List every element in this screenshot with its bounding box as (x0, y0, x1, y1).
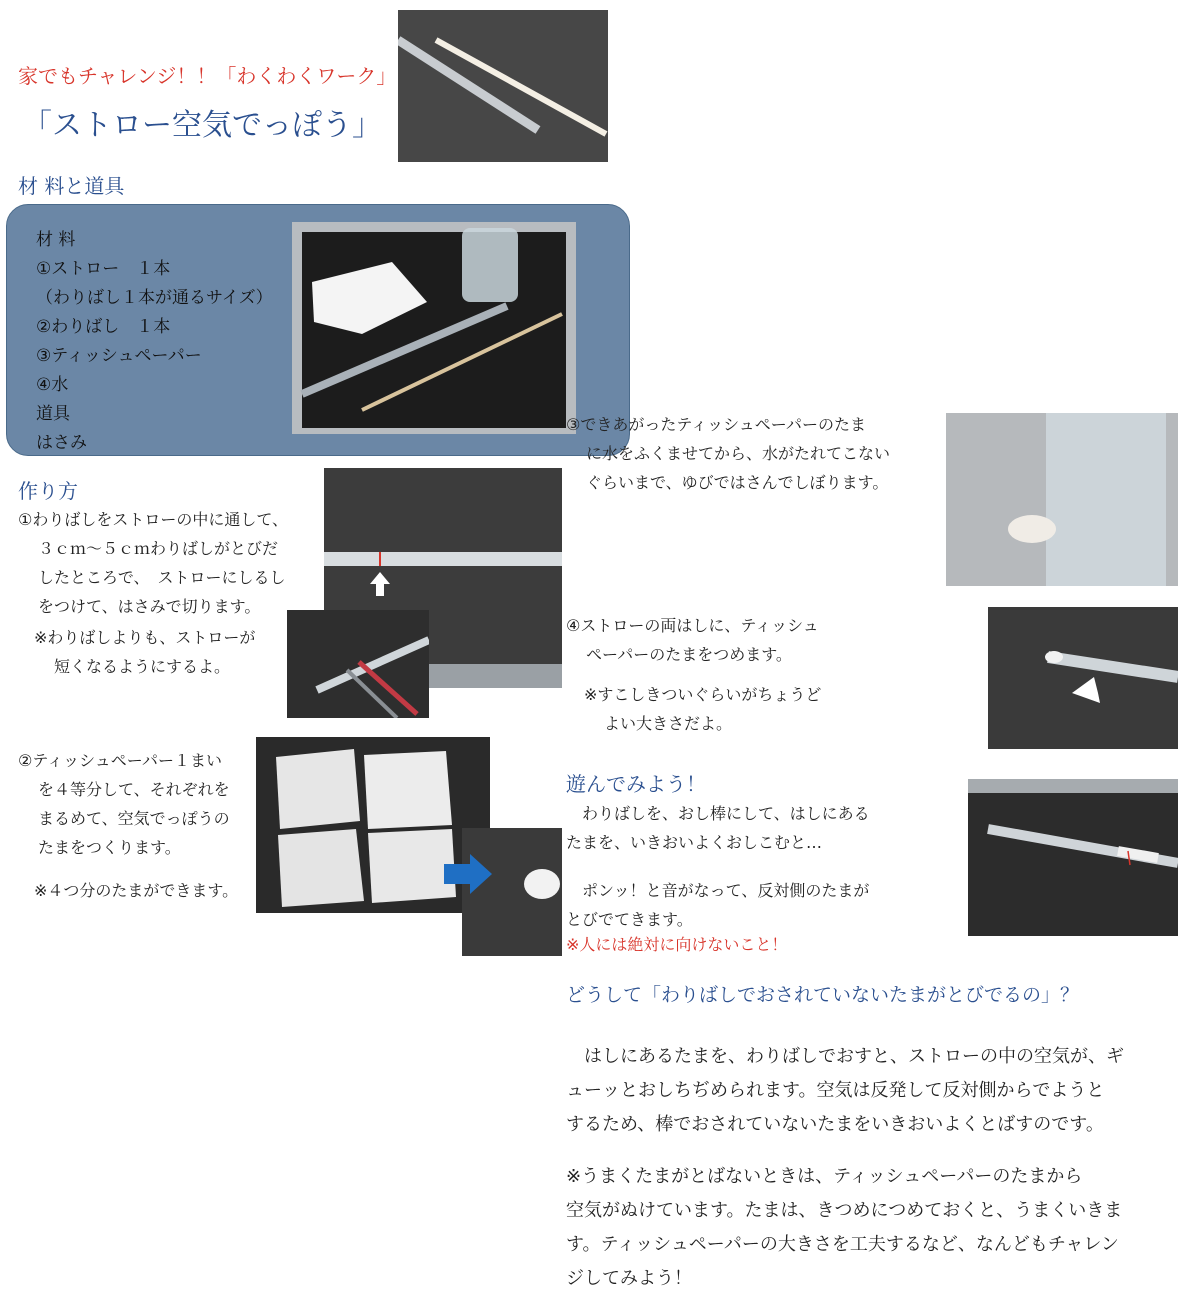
step2-line: まるめて、空気でっぽうの (38, 809, 230, 828)
why-tip-line: ※うまくたまがとばないときは、ティッシュペーパーのたまから (566, 1166, 1083, 1187)
play-heading: 遊んでみよう！ (566, 772, 706, 796)
why-explanation (566, 1040, 1124, 1142)
play-line: わりばしを、おし棒にして、はしにある (566, 804, 870, 823)
why-tip-line: す。ティッシュペーパーの大きさを工夫するなど、なんどもチャレン (566, 1234, 1119, 1255)
step1-note-line: ※わりばしよりも、ストローが (34, 628, 256, 647)
why-tip (566, 1160, 1122, 1296)
step2-line: を４等分して、それぞれを (38, 780, 230, 799)
step4-photo (988, 607, 1178, 749)
materials-label: 材 料 (36, 230, 76, 250)
step1-text (18, 505, 288, 621)
step4-note-line: ※すこしきついぐらいがちょうど (584, 685, 822, 704)
materials-heading: 材 料と道具 (18, 174, 125, 198)
step1-line: ３ｃｍ～５ｃｍわりばしがとびだ (38, 539, 279, 558)
step1-photo-cut (287, 610, 429, 718)
tools-label: 道具 (36, 404, 70, 424)
step3-line: に水をふくませてから、水がたれてこない (586, 444, 891, 463)
play-line: とびでてきます。 (566, 910, 693, 929)
why-tip-line: ジしてみよう！ (566, 1268, 692, 1289)
material-item: ④水 (36, 375, 69, 395)
step2-note: ※４つ分のたまができます。 (34, 881, 239, 900)
howto-heading: 作り方 (18, 479, 78, 503)
play-line: たまを、いきおいよくおしこむと… (566, 833, 823, 852)
play-photo (968, 779, 1178, 936)
step1-note-line: 短くなるようにするよ。 (54, 657, 231, 676)
play-text-1 (566, 799, 870, 857)
play-line: ポンッ！と音がなって、反対側のたまが (566, 881, 870, 900)
play-warning: ※人には絶対に向けないこと！ (566, 935, 788, 954)
straw-chopstick-photo (398, 10, 608, 162)
step2-text (18, 746, 230, 862)
page-title: 「ストロー空気でっぽう」 (22, 108, 382, 143)
material-item: ③ティッシュペーパー (36, 346, 202, 366)
step1-note (34, 623, 255, 681)
step3-line: ぐらいまで、ゆびではさんでしぼります。 (586, 473, 889, 492)
step1-line: ①わりばしをストローの中に通して、 (18, 510, 289, 529)
play-text-2 (566, 876, 869, 934)
step4-note-line: よい大きさだよ。 (604, 714, 733, 733)
step4-note (584, 680, 821, 738)
step1-line: をつけて、はさみで切ります。 (38, 597, 261, 616)
material-item: （わりばし１本が通るサイズ） (36, 288, 273, 308)
step2-line: たまをつくります。 (38, 838, 181, 857)
why-tip-line: 空気がぬけています。たまは、きつめにつめておくと、うまくいきま (566, 1200, 1123, 1221)
materials-photo (292, 222, 576, 434)
materials-list (36, 226, 273, 458)
why-line: はしにあるたまを、わりばしでおすと、ストローの中の空気が、ギ (566, 1046, 1124, 1067)
step3-line: ③できあがったティッシュペーパーのたま (566, 415, 866, 434)
step4-text (566, 611, 819, 669)
material-item: ①ストロー １本 (36, 259, 171, 279)
step3-photo (946, 413, 1178, 586)
step4-line: ④ストローの両はしに、ティッシュ (566, 616, 819, 635)
why-question: どうして「わりばしでおされていないたまがとびでるの」？ (566, 984, 1080, 1006)
page-subtitle: 家でもチャレンジ！！「わくわくワーク」 (18, 64, 397, 88)
material-item: ②わりばし １本 (36, 317, 171, 337)
step3-text (566, 410, 890, 497)
tools-item: はさみ (36, 433, 87, 453)
why-line: ューッとおしちぢめられます。空気は反発して反対側からでようと (566, 1080, 1105, 1101)
step4-line: ペーパーのたまをつめます。 (586, 645, 792, 664)
step2-line: ②ティッシュペーパー１まい (18, 751, 222, 770)
arrow-right-icon (442, 852, 494, 896)
why-line: するため、棒でおされていないたまをいきおいよくとばすのです。 (566, 1114, 1104, 1135)
step1-line: したところで、 ストローにしるし (38, 568, 286, 587)
